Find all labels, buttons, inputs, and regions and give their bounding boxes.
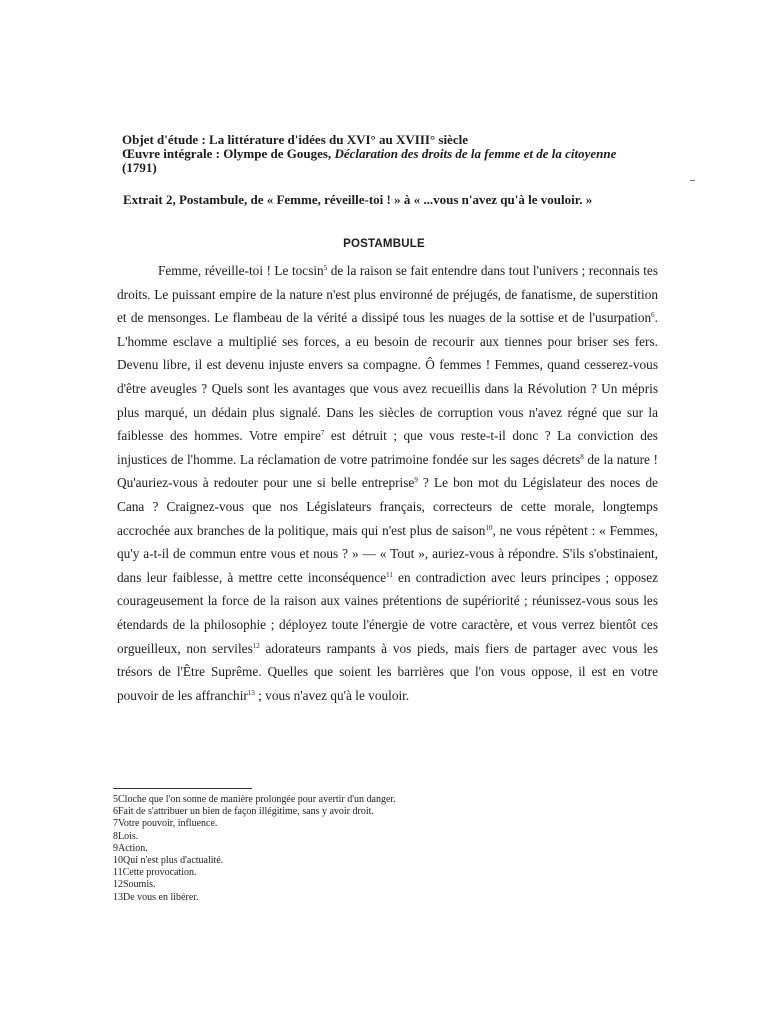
scan-artifact bbox=[690, 180, 695, 181]
work-year: (1791) bbox=[122, 160, 157, 175]
footnote: 10Qui n'est plus d'actualité. bbox=[113, 855, 224, 867]
body-text: adorateurs rampants à vos pieds, mais fiers de partager avec vous les trésors de l'Être Suprême. Quelles que soient les barrières que l'on vous oppose, il est en votre pouvoir de les affranchir bbox=[117, 640, 658, 703]
study-object-line: Objet d'étude : La littérature d'idées du XVI° au XVIII° siècle bbox=[122, 132, 468, 147]
footnote: 5Cloche que l'on sonne de manière prolongée pour avertir d'un danger. bbox=[113, 794, 396, 805]
footnote: 8Lois. bbox=[113, 830, 139, 842]
body-text: en contradiction avec leurs principes ; opposez courageusement la force de la raison aux vaines prétentions de supériorité ; réunissez-vous sous les étendards de la philosophie ; déployez toute l'énergie de votre caractère, et vous verrez bientôt ces orgueilleux, non serviles bbox=[117, 569, 658, 656]
footnote-divider bbox=[113, 788, 252, 789]
extract-heading: Extrait 2, Postambule, de « Femme, réveille-toi ! » à « ...vous n'avez qu'à le vouloir. » bbox=[123, 192, 593, 207]
full-work-prefix: Œuvre intégrale : Olympe de Gouges, bbox=[122, 146, 335, 161]
footnote-ref[interactable]: 10 bbox=[485, 523, 493, 532]
body-text: ? Le bon mot du Législateur des noces de Cana ? Craignez-vous que nos Législateurs français, correcteurs de cette morale, longtemps accrochée aux branches de la politique, mais qui n'est plus de saison bbox=[117, 475, 658, 538]
work-title: Déclaration des droits de la femme et de la citoyenne bbox=[334, 146, 617, 161]
body-text: est détruit ; que vous reste-t-il donc ? La conviction des injustices de l'homme. La réclamation de votre patrimoine fondée sur les sages décrets bbox=[117, 428, 658, 467]
footnote-ref[interactable]: 5 bbox=[323, 264, 328, 272]
footnote-ref[interactable]: 13 bbox=[247, 688, 255, 697]
footnote-ref[interactable]: 9 bbox=[414, 476, 418, 485]
document-header bbox=[122, 133, 662, 175]
body-paragraph bbox=[117, 259, 658, 707]
footnote-ref[interactable]: 6 bbox=[651, 311, 655, 320]
footnotes bbox=[113, 794, 396, 904]
footnote-ref[interactable]: 11 bbox=[386, 570, 393, 579]
footnote-ref[interactable]: 7 bbox=[320, 429, 325, 438]
footnote: 7Votre pouvoir, influence. bbox=[113, 818, 218, 830]
footnote: 13De vous en libérer. bbox=[113, 891, 199, 903]
footnote: 6Fait de s'attribuer un bien de façon illégitime, sans y avoir droit. bbox=[113, 806, 374, 818]
footnote: 11Cette provocation. bbox=[113, 867, 197, 879]
body-text: de la raison se fait entendre dans tout l'univers ; reconnais tes droits. Le puissant empire de la nature n'est plus environné de préjugés, de fanatisme, de superstition et de mensonges. Le flambeau de la vérité a dissipé tous les nuages de la sottise et de l'usurpation bbox=[117, 263, 658, 326]
body-text: ; vous n'avez qu'à le vouloir. bbox=[254, 687, 410, 703]
footnote-ref[interactable]: 8 bbox=[580, 452, 584, 461]
footnote-ref[interactable]: 12 bbox=[252, 641, 260, 650]
body-text: Femme, réveille-toi ! Le tocsin bbox=[158, 263, 324, 278]
body-text: , ne vous répètent : « Femmes, qu'y a-t-il de commun entre vous et nous ? » — « Tout », auriez-vous à répondre. S'ils s'obstinaient, dans leur faiblesse, à mettre cette inconséquence bbox=[117, 522, 659, 585]
body-text: de la nature ! Qu'auriez-vous à redouter pour une si belle entreprise bbox=[117, 451, 658, 491]
full-work-line bbox=[122, 147, 662, 161]
footnote: 9Action. bbox=[113, 842, 148, 854]
section-title: POSTAMBULE bbox=[343, 238, 425, 250]
footnote: 12Soumis. bbox=[113, 879, 156, 891]
body-text: . L'homme esclave a multiplié ses forces, a eu besoin de recourir aux tiennes pour briser ses fers. Devenu libre, il est devenu injuste envers sa compagne. Ô femmes ! Femmes, quand cesserez-vous d'être aveugles ? Quels sont les avantages que vous avez recueillis dans la Révolution ? Un mépris plus marqué, un dédain plus signalé. Dans les siècles de corruption vous n'avez régné que sur la faiblesse des hommes. Votre empire bbox=[117, 310, 658, 444]
